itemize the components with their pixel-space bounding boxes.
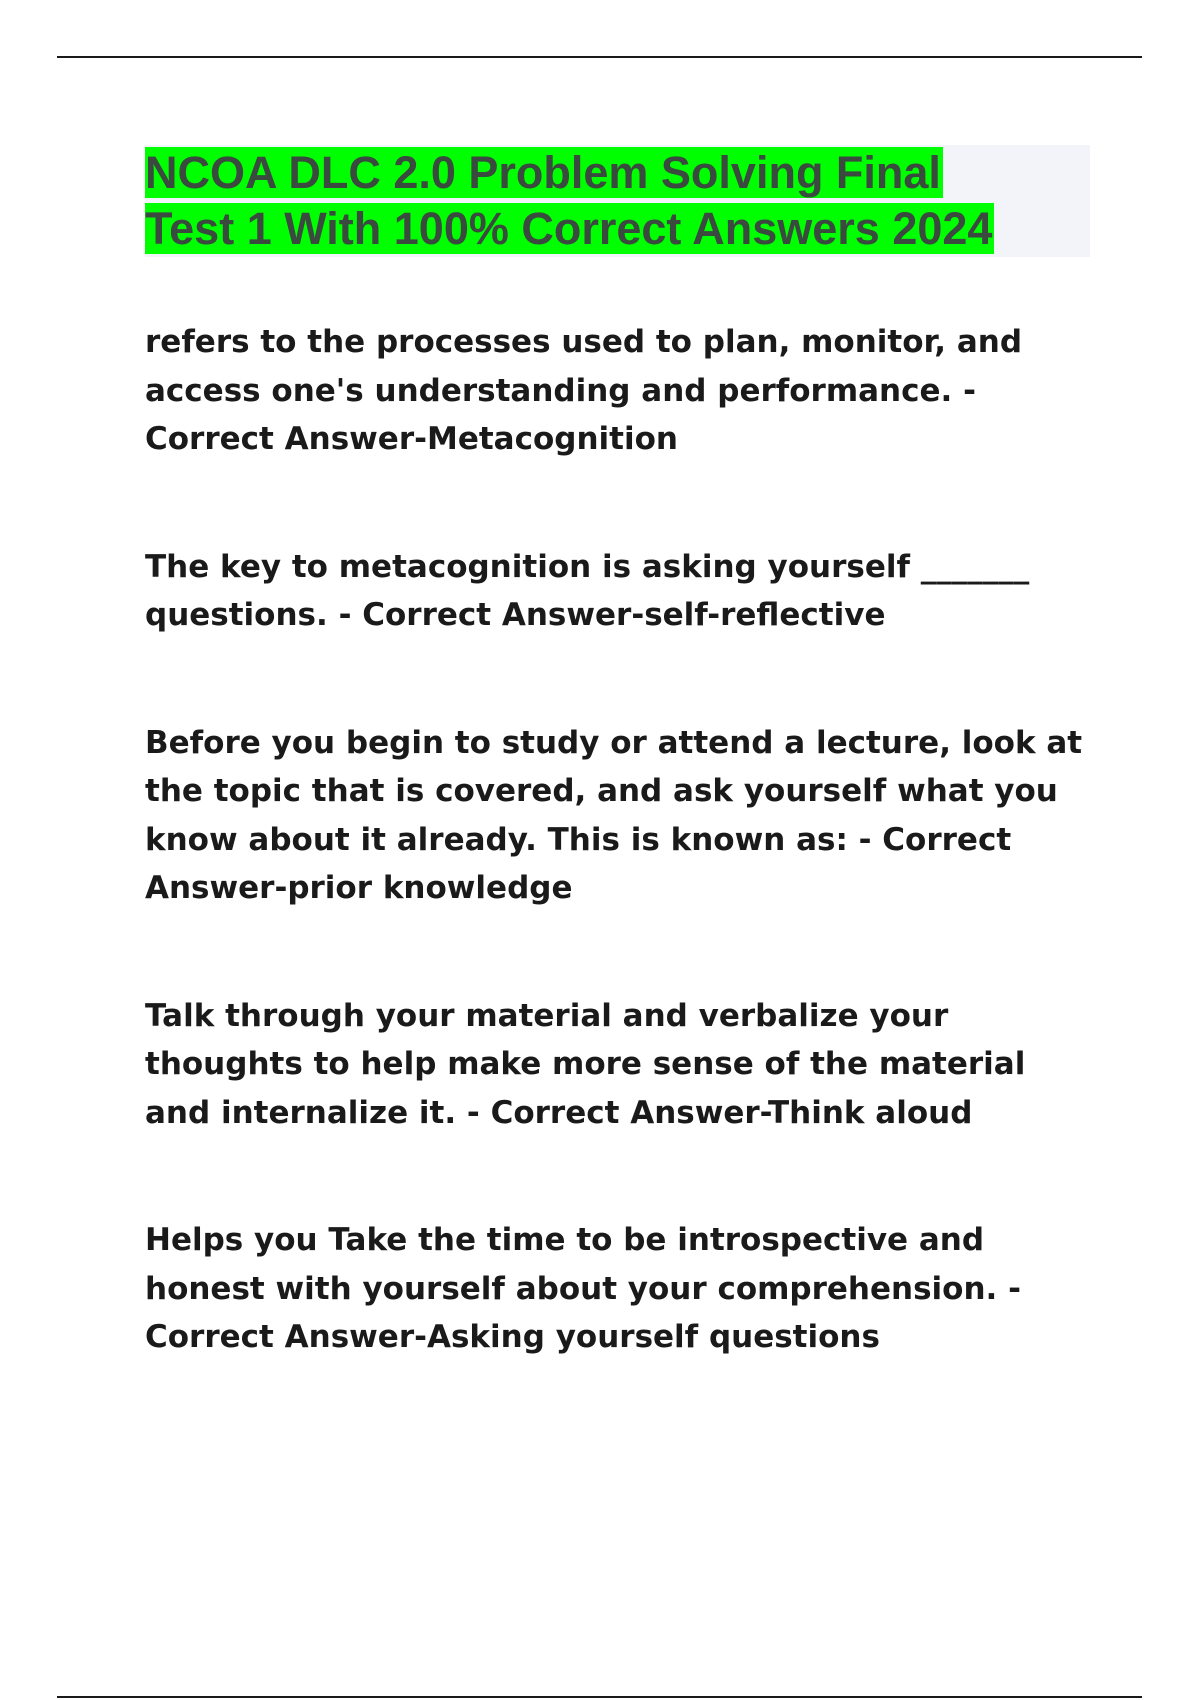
qa-entry-5: Helps you Take the time to be introspective and honest with yourself about your comprehension. - Correct Answer-Asking yourself questions — [145, 1222, 1021, 1355]
title-line-2: Test 1 With 100% Correct Answers 2024 — [145, 203, 993, 254]
title-block — [145, 145, 1090, 257]
qa-entry-3: Before you begin to study or attend a lecture, look at the topic that is covered, and ask yourself what you know about it already. This is known as: - Correct Answer-prior knowledge — [145, 724, 1083, 906]
qa-entry-4: Talk through your material and verbalize your thoughts to help make more sense of the material and internalize it. - Correct Answer-Think aloud — [145, 997, 1026, 1131]
qa-entry-1: refers to the processes used to plan, monitor, and access one's understanding and performance. - Correct Answer-Metacognition — [145, 324, 1023, 457]
document-title — [145, 145, 1090, 257]
title-line-1: NCOA DLC 2.0 Problem Solving Final — [145, 147, 941, 198]
top-rule — [57, 56, 1142, 58]
qa-entry-2: The key to metacognition is asking yourself _______ questions. - Correct Answer-self-reflective — [145, 548, 1030, 633]
qa-list — [145, 318, 1095, 1441]
bottom-rule — [57, 1696, 1142, 1698]
